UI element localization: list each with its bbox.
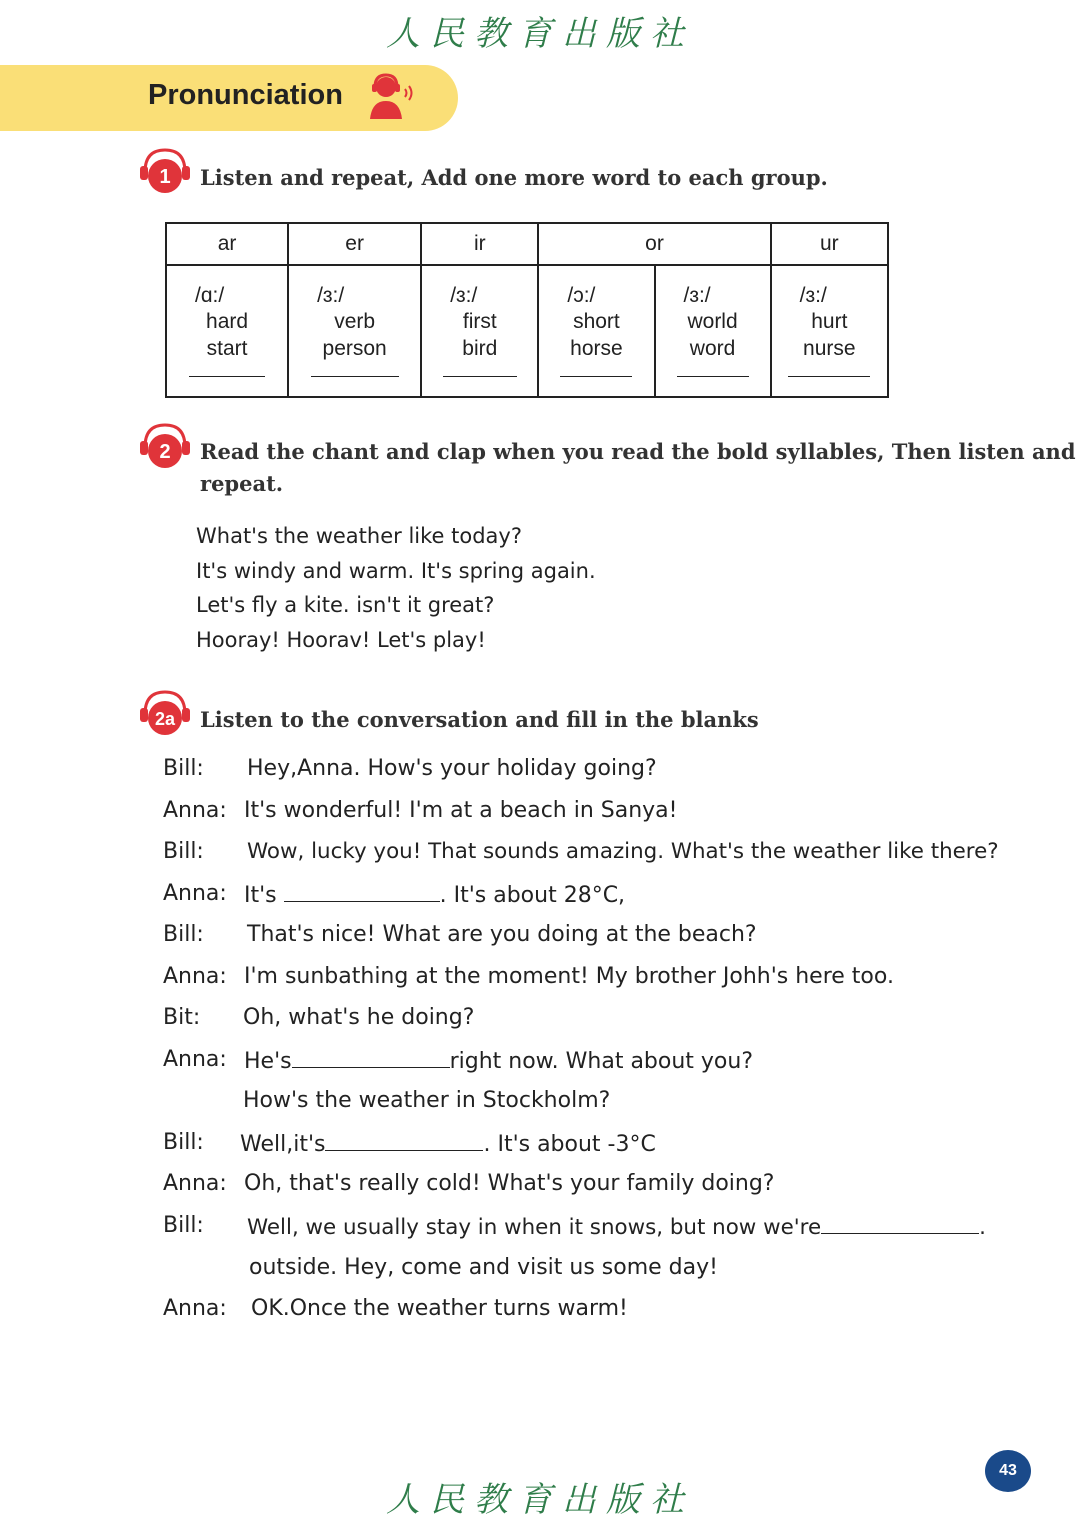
speaker-label: Bill: [163, 922, 204, 947]
phonetic-symbol: /ɜ:/ [317, 284, 345, 307]
phonics-cell-ur [771, 265, 888, 397]
dialogue-text: . It's about -3°C [483, 1132, 656, 1157]
example-word: verb [334, 310, 376, 333]
speaker-label: Anna: [163, 881, 227, 906]
publisher-logo-bottom: 人民教育出版社 [386, 1480, 694, 1520]
phonetic-symbol: /ɔ:/ [567, 284, 596, 307]
answer-blank[interactable] [443, 376, 517, 377]
example-word: nurse [803, 337, 856, 360]
dialogue-line: Wow, lucky you! That sounds amazing. What's the weather like there? [247, 839, 999, 864]
exercise-1-number: 1 [159, 166, 171, 188]
instruction-line: Read the chant and clap when you read the bold syllables, Then listen and [200, 439, 1076, 464]
dialogue-line: I'm sunbathing at the moment! My brother Johh's here too. [244, 964, 894, 989]
phonics-cell-or-1 [538, 265, 654, 397]
fill-blank[interactable] [325, 1130, 483, 1151]
chant-text [196, 519, 596, 657]
dialogue-line: Hey,Anna. How's your holiday going? [247, 756, 657, 781]
header-ar: ar [166, 223, 288, 265]
section-title: Pronunciation [148, 79, 343, 111]
publisher-logo-top: 人民教育出版社 [386, 14, 694, 54]
chant-line: It's windy and warm. It's spring again. [196, 558, 596, 583]
example-word: word [689, 337, 736, 360]
exercise-2a-number: 2a [154, 709, 176, 729]
answer-blank[interactable] [189, 376, 265, 377]
phonics-header-row [166, 223, 888, 265]
exercise-1-instruction: Listen and repeat, Add one more word to each group. [200, 165, 828, 190]
exercise-2a-badge-icon [137, 688, 193, 740]
fill-blank[interactable] [292, 1047, 450, 1068]
instruction-line: repeat. [200, 471, 284, 496]
speaker-label: Anna: [163, 798, 227, 823]
speaker-label: Bill: [163, 1130, 204, 1155]
dialogue-text: right now. What about you? [449, 1049, 754, 1074]
exercise-2-number: 2 [159, 441, 171, 463]
speaker-label: Anna: [163, 1171, 227, 1196]
answer-blank[interactable] [788, 376, 870, 377]
example-word: world [687, 310, 738, 333]
phonics-body-row [166, 265, 888, 397]
header-ir: ir [421, 223, 538, 265]
dialogue-text: . [979, 1215, 986, 1240]
dialogue-line [247, 1213, 986, 1240]
speaker-label: Bill: [163, 839, 204, 864]
phonetic-symbol: /ɜ:/ [450, 284, 478, 307]
phonics-cell-ar [166, 265, 288, 397]
answer-blank[interactable] [677, 376, 749, 377]
speaker-label: Bill: [163, 1213, 204, 1238]
example-word: start [206, 337, 248, 360]
dialogue-line: That's nice! What are you doing at the beach? [247, 922, 757, 947]
section-banner [0, 65, 458, 131]
dialogue-line [240, 1130, 656, 1157]
example-word: horse [570, 337, 623, 360]
dialogue-text: . It's about 28°C, [439, 883, 626, 908]
exercise-2-instruction [200, 436, 1076, 500]
chant-line: Hooray! Hoorav! Let's play! [196, 627, 486, 652]
exercise-2-badge-icon [137, 421, 193, 473]
dialogue-line: Oh, what's he doing? [243, 1005, 475, 1030]
chant-line: Let's fly a kite. isn't it great? [196, 593, 495, 618]
speaker-label: Anna: [163, 1296, 227, 1321]
speaker-label: Bill: [163, 756, 204, 781]
phonetic-symbol: /ɜ:/ [799, 284, 827, 307]
speaker-label: Anna: [163, 964, 227, 989]
phonics-cell-er [288, 265, 421, 397]
phonics-cell-ir [421, 265, 538, 397]
speaker-label: Bit: [163, 1005, 201, 1030]
speaker-label: Anna: [163, 1047, 227, 1072]
example-word: person [322, 337, 387, 360]
dialogue-line: How's the weather in Stockholm? [243, 1088, 611, 1113]
example-word: hard [206, 310, 249, 333]
header-er: er [288, 223, 421, 265]
example-word: hurt [811, 310, 848, 333]
header-ur: ur [771, 223, 888, 265]
dialogue-line [244, 1047, 753, 1074]
fill-blank[interactable] [821, 1213, 979, 1234]
header-or: or [538, 223, 770, 265]
dialogue-line [244, 881, 625, 908]
dialogue-line: Oh, that's really cold! What's your family doing? [244, 1171, 775, 1196]
phonetic-symbol: /ɑ:/ [195, 284, 225, 307]
example-word: short [573, 310, 620, 333]
fill-blank[interactable] [284, 881, 440, 902]
example-word: bird [462, 337, 498, 360]
page-number-badge: 43 [985, 1450, 1031, 1492]
dialogue-text: Well,it's [240, 1132, 326, 1157]
dialogue-line: outside. Hey, come and visit us some day! [249, 1255, 718, 1280]
dialogue-text: It's [244, 883, 277, 908]
dialogue-text: He's [244, 1049, 292, 1074]
answer-blank[interactable] [311, 376, 399, 377]
dialogue-text: Well, we usually stay in when it snows, but now we're [247, 1215, 822, 1240]
answer-blank[interactable] [560, 376, 632, 377]
example-word: first [462, 310, 497, 333]
phonics-table [165, 222, 889, 398]
phonics-cell-or-2 [655, 265, 771, 397]
chant-line: What's the weather like today? [196, 524, 522, 548]
dialogue-line: It's wonderful! I'm at a beach in Sanya! [244, 798, 678, 823]
phonetic-symbol: /ɜ:/ [683, 284, 711, 307]
dialogue-line: OK.Once the weather turns warm! [251, 1296, 628, 1321]
listening-person-icon [364, 71, 418, 125]
exercise-1-badge-icon [137, 146, 193, 198]
exercise-2a-instruction: Listen to the conversation and fill in the blanks [200, 707, 759, 732]
